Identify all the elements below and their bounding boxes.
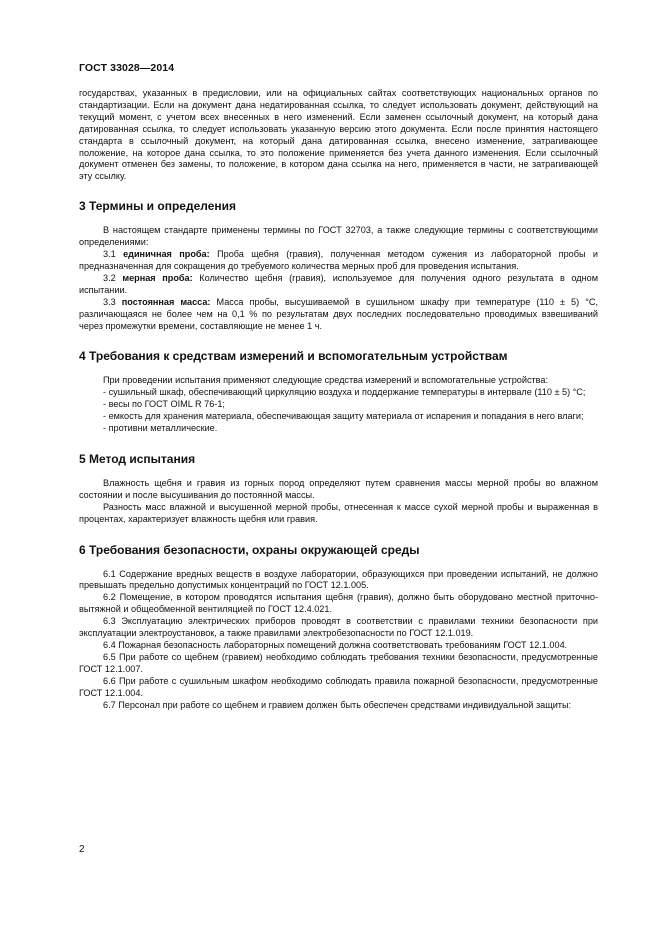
clause-6-1: 6.1 Содержание вредных веществ в воздухе лаборатории, образующихся при проведении испытаний, не должно превышать предельно допустимых концентраций по ГОСТ 12.1.005. <box>79 568 598 591</box>
term-3-3: 3.3 постоянная масса: Масса пробы, высушиваемой в сушильном шкафу при температуре (110 ± 5) °С, различающаяся не более чем на 0,1 % по результатам двух последних последовательно проводимых взвешиваний через промежутки времени, составляющие не менее 1 ч. <box>79 296 598 331</box>
section-3 <box>79 199 598 332</box>
section-6-title: 6 Требования безопасности, охраны окружающей среды <box>79 542 420 557</box>
clause-6-7: 6.7 Персонал при работе со щебнем и гравием должен быть обеспечен средствами индивидуальной защиты: <box>103 699 572 710</box>
document-body <box>79 88 598 711</box>
section-5 <box>79 452 598 526</box>
term-3-1: 3.1 единичная проба: Проба щебня (гравия), полученная методом сужения из лабораторной пробы и предназначенная для сокращения до требуемого количества мерных проб для проведения испытания. <box>79 249 598 271</box>
section-3-title: 3 Термины и определения <box>79 199 237 214</box>
section-4-title: 4 Требования к средствам измерений и вспомогательным устройствам <box>79 349 508 364</box>
section-4 <box>79 349 598 435</box>
list-item: - противни металлические. <box>103 423 218 434</box>
clause-6-5: 6.5 При работе со щебнем (гравием) необходимо соблюдать требования техники безопасности, предусмотренные ГОСТ 12.1.007. <box>79 651 598 674</box>
term-3-2-name: мерная проба: <box>122 272 193 283</box>
clause-6-3: 6.3 Эксплуатацию электрических приборов проводят в соответствии с правилами техники безопасности при эксплуатации электроустановок, а также правилами электробезопасности по ГОСТ 12.1.019. <box>79 616 598 639</box>
page-number: 2 <box>79 844 85 855</box>
term-3-3-name: постоянная масса: <box>121 296 211 307</box>
list-item: - сушильный шкаф, обеспечивающий циркуляцию воздуха и поддержание температуры в интервале (110 ± 5) °С; <box>103 387 586 398</box>
section-4-intro: При проведении испытания применяют следующие средства измерений и вспомогательные устройства: <box>103 375 549 386</box>
section-5-paragraph: Разность масс влажной и высушенной мерной пробы, отнесенная к массе сухой мерной пробы и выраженная в процентах, характеризует влажность щебня или гравия. <box>79 501 598 524</box>
term-3-1-name: единичная проба: <box>123 249 210 260</box>
section-5-title: 5 Метод испытания <box>79 451 196 466</box>
intro-paragraph: государствах, указанных в предисловии, или на официальных сайтах соответствующих национальных органов по стандартизации. Если на документ дана недатированная ссылка, то следует использовать документ, действующий на текущий момент, с учетом всех внесенных в него изменений. Если заменен ссылочный документ, на который дана датированная ссылка, то следует использовать указанную версию этого документа. Если после принятия настоящего стандарта в ссылочный документ, на который дана датированная ссылка, внесено изменение, затрагивающее положение, на которое дана ссылка, то это положение применяется без учета данного изменения. Если ссылочный документ отменен без замены, то положение, в котором дана ссылка на него, применяется в части, не затрагивающей эту ссылку. <box>79 88 598 182</box>
clause-6-2: 6.2 Помещение, в котором проводятся испытания щебня (гравия), должно быть оборудовано местной приточно-вытяжной и общеобменной вентиляцией по ГОСТ 12.4.021. <box>79 592 598 615</box>
section-5-paragraph: Влажность щебня и гравия из горных пород определяют путем сравнения массы мерной пробы во влажном состоянии и после высушивания до постоянной массы. <box>79 477 598 500</box>
clause-6-6: 6.6 При работе с сушильным шкафом необходимо соблюдать правила пожарной безопасности, предусмотренные ГОСТ 12.1.004. <box>79 675 598 698</box>
section-3-intro: В настоящем стандарте применены термины по ГОСТ 32703, а также следующие термины с соответствующими определениями: <box>79 225 598 248</box>
section-6 <box>79 543 598 712</box>
document-header: ГОСТ 33028—2014 <box>79 62 175 74</box>
clause-6-4: 6.4 Пожарная безопасность лабораторных помещений должна соответствовать требованиям ГОСТ 12.1.004. <box>103 640 568 650</box>
term-3-2: 3.2 мерная проба: Количество щебня (гравия), используемое для получения одного результата в одном испытании. <box>79 272 598 295</box>
list-item: - весы по ГОСТ OIML R 76-1; <box>103 399 225 410</box>
list-item: - емкость для хранения материала, обеспечивающая защиту материала от испарения и попадания в него влаги; <box>103 411 584 422</box>
